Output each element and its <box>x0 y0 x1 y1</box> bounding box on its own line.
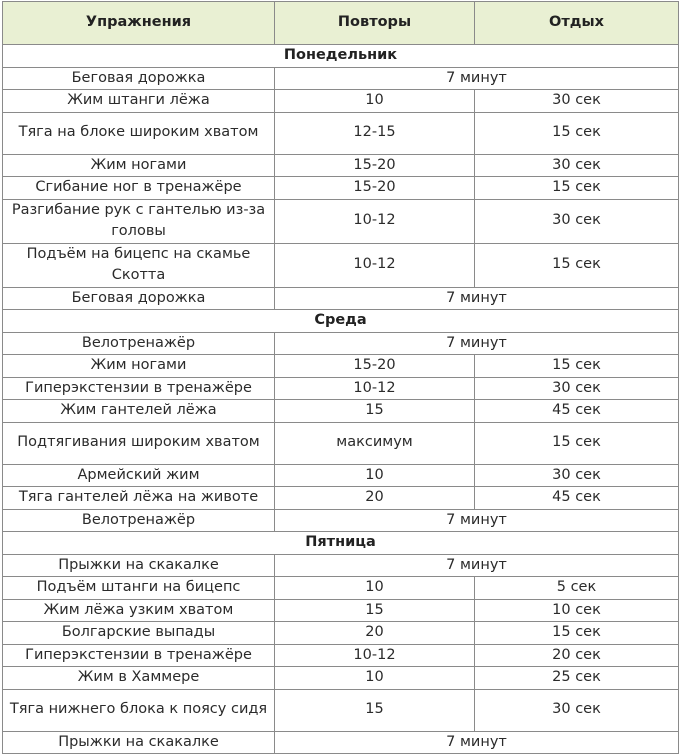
reps-cell: 15-20 <box>275 154 475 177</box>
table-row <box>3 67 679 90</box>
header-rest: Отдых <box>475 2 679 45</box>
reps-cell: 20 <box>275 487 475 510</box>
rest-cell: 15 сек <box>475 112 679 154</box>
rest-cell: 15 сек <box>475 622 679 645</box>
day-name: Пятница <box>3 532 679 555</box>
exercise-cell: Жим штанги лёжа <box>3 90 275 113</box>
rest-cell: 30 сек <box>475 154 679 177</box>
table-row <box>3 287 679 310</box>
exercise-cell: Жим гантелей лёжа <box>3 400 275 423</box>
exercise-cell: Жим ногами <box>3 355 275 378</box>
reps-cell: максимум <box>275 422 475 464</box>
table-row <box>3 487 679 510</box>
exercise-cell: Разгибание рук с гантелью из-за головы <box>3 199 275 243</box>
reps-cell: 15 <box>275 689 475 731</box>
duration-cell: 7 минут <box>275 67 679 90</box>
table-row <box>3 577 679 600</box>
rest-cell: 10 сек <box>475 599 679 622</box>
header-exercise: Упражнения <box>3 2 275 45</box>
table-row <box>3 644 679 667</box>
reps-cell: 10 <box>275 577 475 600</box>
exercise-cell: Прыжки на скакалке <box>3 731 275 754</box>
table-row <box>3 90 679 113</box>
table-row <box>3 154 679 177</box>
reps-cell: 10-12 <box>275 243 475 287</box>
rest-cell: 30 сек <box>475 377 679 400</box>
day-header-row <box>3 310 679 333</box>
table-row <box>3 400 679 423</box>
rest-cell: 30 сек <box>475 464 679 487</box>
exercise-cell: Сгибание ног в тренажёре <box>3 177 275 200</box>
exercise-cell: Гиперэкстензии в тренажёре <box>3 377 275 400</box>
table-row <box>3 689 679 731</box>
exercise-cell: Тяга на блоке широким хватом <box>3 112 275 154</box>
rest-cell: 15 сек <box>475 422 679 464</box>
rest-cell: 30 сек <box>475 199 679 243</box>
rest-cell: 30 сек <box>475 689 679 731</box>
exercise-cell: Подтягивания широким хватом <box>3 422 275 464</box>
reps-cell: 10 <box>275 464 475 487</box>
exercise-cell: Прыжки на скакалке <box>3 554 275 577</box>
table-row <box>3 667 679 690</box>
reps-cell: 15-20 <box>275 177 475 200</box>
table-row <box>3 622 679 645</box>
rest-cell: 15 сек <box>475 243 679 287</box>
reps-cell: 10-12 <box>275 199 475 243</box>
rest-cell: 45 сек <box>475 487 679 510</box>
rest-cell: 15 сек <box>475 177 679 200</box>
exercise-cell: Гиперэкстензии в тренажёре <box>3 644 275 667</box>
exercise-cell: Велотренажёр <box>3 332 275 355</box>
table-row <box>3 422 679 464</box>
reps-cell: 15 <box>275 599 475 622</box>
duration-cell: 7 минут <box>275 287 679 310</box>
table-row <box>3 177 679 200</box>
day-name: Понедельник <box>3 45 679 68</box>
exercise-cell: Беговая дорожка <box>3 287 275 310</box>
rest-cell: 45 сек <box>475 400 679 423</box>
table-row <box>3 112 679 154</box>
table-row <box>3 464 679 487</box>
day-header-row <box>3 532 679 555</box>
table-row <box>3 332 679 355</box>
table-row <box>3 355 679 378</box>
rest-cell: 15 сек <box>475 355 679 378</box>
rest-cell: 20 сек <box>475 644 679 667</box>
exercise-cell: Жим ногами <box>3 154 275 177</box>
exercise-cell: Тяга гантелей лёжа на животе <box>3 487 275 510</box>
rest-cell: 30 сек <box>475 90 679 113</box>
reps-cell: 10-12 <box>275 644 475 667</box>
exercise-cell: Подъём на бицепс на скамье Скотта <box>3 243 275 287</box>
header-reps: Повторы <box>275 2 475 45</box>
day-name: Среда <box>3 310 679 333</box>
reps-cell: 15-20 <box>275 355 475 378</box>
table-row <box>3 731 679 754</box>
day-header-row <box>3 45 679 68</box>
table-row <box>3 243 679 287</box>
reps-cell: 10 <box>275 90 475 113</box>
exercise-cell: Подъём штанги на бицепс <box>3 577 275 600</box>
table-row <box>3 554 679 577</box>
exercise-cell: Болгарские выпады <box>3 622 275 645</box>
duration-cell: 7 минут <box>275 731 679 754</box>
duration-cell: 7 минут <box>275 332 679 355</box>
reps-cell: 12-15 <box>275 112 475 154</box>
table-row <box>3 599 679 622</box>
exercise-cell: Армейский жим <box>3 464 275 487</box>
exercise-cell: Велотренажёр <box>3 509 275 532</box>
workout-plan-table <box>2 1 679 754</box>
reps-cell: 10-12 <box>275 377 475 400</box>
table-body <box>3 45 679 754</box>
table-header-row <box>3 2 679 45</box>
exercise-cell: Беговая дорожка <box>3 67 275 90</box>
rest-cell: 5 сек <box>475 577 679 600</box>
table-row <box>3 377 679 400</box>
duration-cell: 7 минут <box>275 554 679 577</box>
exercise-cell: Тяга нижнего блока к поясу сидя <box>3 689 275 731</box>
reps-cell: 15 <box>275 400 475 423</box>
table-row <box>3 199 679 243</box>
reps-cell: 20 <box>275 622 475 645</box>
duration-cell: 7 минут <box>275 509 679 532</box>
rest-cell: 25 сек <box>475 667 679 690</box>
exercise-cell: Жим лёжа узким хватом <box>3 599 275 622</box>
table-row <box>3 509 679 532</box>
exercise-cell: Жим в Хаммере <box>3 667 275 690</box>
reps-cell: 10 <box>275 667 475 690</box>
